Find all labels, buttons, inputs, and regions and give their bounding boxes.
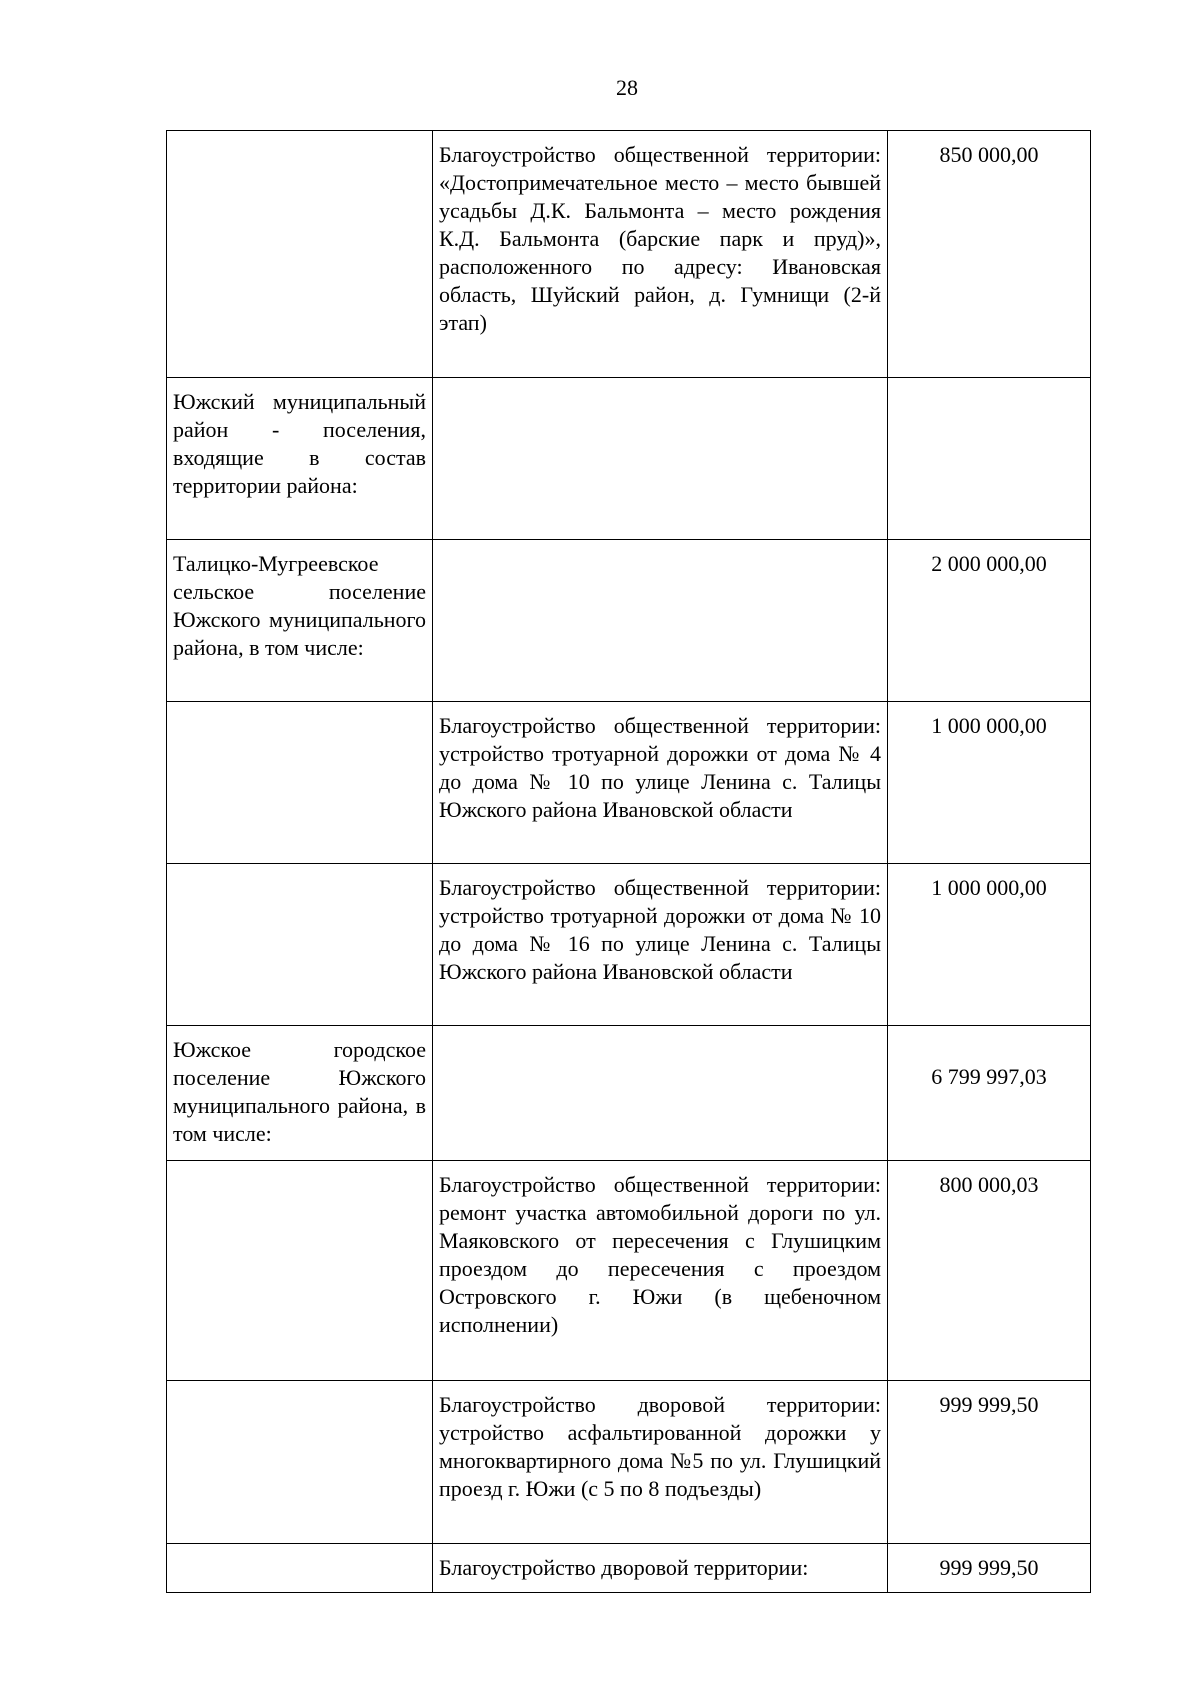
description-cell: Благоустройство общественной территории: устройство тротуарной дорожки от дома № 10 до дома № 16 по улице Ленина с. Талицы Южского района Ивановской области — [433, 864, 888, 1026]
table-row — [167, 1381, 1091, 1544]
territory-cell: Южское городское поселение Южского муниципального района, в том числе: — [167, 1026, 433, 1161]
amount-cell: 850 000,00 — [888, 131, 1091, 378]
description-cell: Благоустройство общественной территории: «Достопримечательное место – место бывшей усадьбы Д.К. Бальмонта – место рождения К.Д. Бальмонта (барские парк и пруд)», расположенного по адресу: Ивановская область, Шуйский район, д. Гумнищи (2-й этап) — [433, 131, 888, 378]
territory-cell: Южский муниципальный район - поселения, входящие в состав территории района: — [167, 378, 433, 540]
funding-table — [166, 130, 1091, 1593]
amount-cell: 1 000 000,00 — [888, 702, 1091, 864]
table-row — [167, 378, 1091, 540]
table-row — [167, 702, 1091, 864]
description-cell: Благоустройство дворовой территории: — [433, 1544, 888, 1593]
territory-cell — [167, 131, 433, 378]
amount-cell: 999 999,50 — [888, 1381, 1091, 1544]
territory-cell — [167, 1544, 433, 1593]
table-row — [167, 1161, 1091, 1381]
territory-cell — [167, 702, 433, 864]
territory-cell — [167, 864, 433, 1026]
amount-cell: 999 999,50 — [888, 1544, 1091, 1593]
table-row — [167, 1026, 1091, 1161]
amount-cell — [888, 378, 1091, 540]
amount-cell: 2 000 000,00 — [888, 540, 1091, 702]
page-number: 28 — [616, 75, 638, 100]
table-row — [167, 131, 1091, 378]
description-cell: Благоустройство общественной территории: ремонт участка автомобильной дороги по ул. Маяковского от пересечения с Глушицким проездом до пересечения с проездом Островского г. Южи (в щебеночном исполнении) — [433, 1161, 888, 1381]
territory-cell: Талицко-Мугреевское сельское поселение Южского муниципального района, в том числе: — [167, 540, 433, 702]
table-row — [167, 1544, 1091, 1593]
table-row — [167, 540, 1091, 702]
description-cell — [433, 1026, 888, 1161]
table-row — [167, 864, 1091, 1026]
description-cell: Благоустройство общественной территории: устройство тротуарной дорожки от дома № 4 до дома № 10 по улице Ленина с. Талицы Южского района Ивановской области — [433, 702, 888, 864]
description-cell: Благоустройство дворовой территории: устройство асфальтированной дорожки у многоквартирного дома №5 по ул. Глушицкий проезд г. Южи (с 5 по 8 подъезды) — [433, 1381, 888, 1544]
territory-cell — [167, 1381, 433, 1544]
amount-cell: 1 000 000,00 — [888, 864, 1091, 1026]
territory-cell — [167, 1161, 433, 1381]
amount-cell: 6 799 997,03 — [888, 1026, 1091, 1161]
description-cell — [433, 378, 888, 540]
description-cell — [433, 540, 888, 702]
amount-cell: 800 000,03 — [888, 1161, 1091, 1381]
